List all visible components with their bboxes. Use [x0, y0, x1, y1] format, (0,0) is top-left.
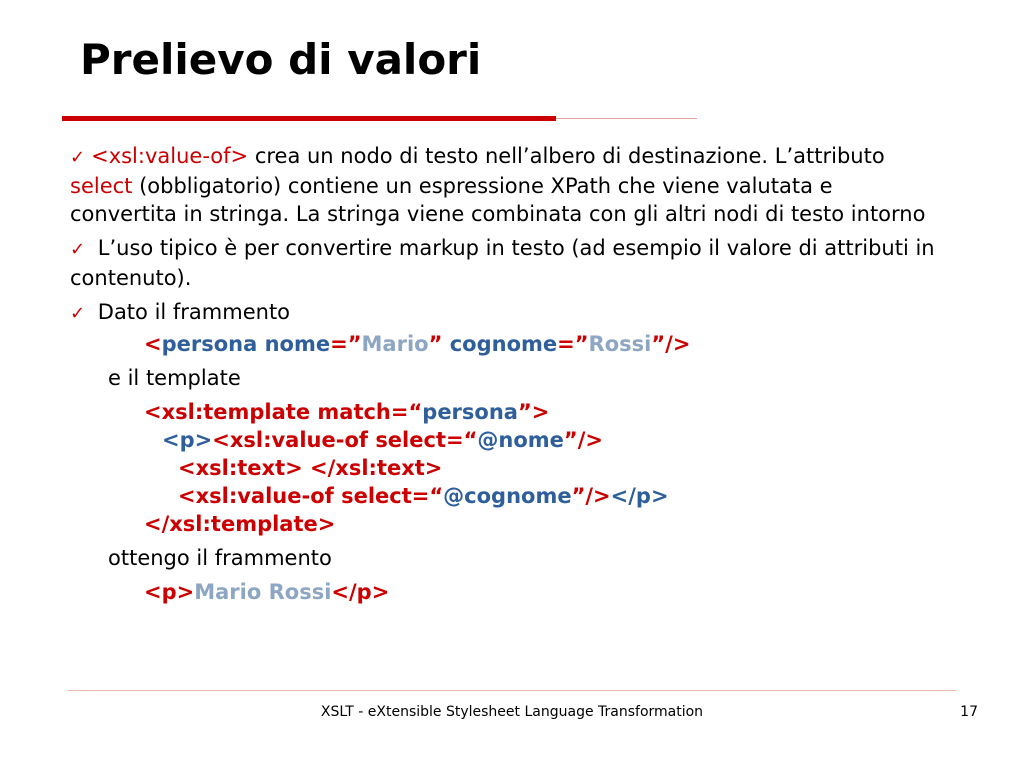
- code-template-line-3: <xsl:text> </xsl:text>: [178, 456, 443, 480]
- code-result: <p>Mario Rossi</p>: [144, 580, 390, 604]
- bullet-value-of: [70, 142, 940, 228]
- obtain-label: ottengo il frammento: [108, 546, 332, 570]
- title-underline-thick: [62, 116, 556, 121]
- checkmark-icon: ✓: [70, 303, 86, 324]
- bullet-text: Dato il frammento: [91, 300, 291, 324]
- slide-title: Prelievo di valori: [80, 35, 482, 84]
- slide-body: [70, 142, 940, 606]
- code-template-line-5: </xsl:template>: [144, 512, 336, 536]
- checkmark-icon: ✓: [70, 147, 86, 168]
- bullet-typical-use: [70, 234, 940, 292]
- checkmark-icon: ✓: [70, 239, 86, 260]
- value-of-tag: <xsl:value-of>: [91, 144, 249, 168]
- bullet-given-fragment: [70, 298, 940, 328]
- page-number: 17: [960, 704, 978, 720]
- and-template-label: e il template: [108, 366, 241, 390]
- code-template-line-2: <p><xsl:value-of select=“@nome”/>: [162, 428, 603, 452]
- bullet-text: (obbligatorio) contiene un espressione XPath che viene valutata e convertita in stringa. La stringa viene combinata con gli altri nodi di testo intorno: [70, 174, 926, 226]
- bullet-text: crea un nodo di testo nell’albero di destinazione. L’attributo: [248, 144, 885, 168]
- code-template-line-1: <xsl:template match=“persona”>: [144, 400, 550, 424]
- select-attribute: select: [70, 174, 133, 198]
- footer-title: XSLT - eXtensible Stylesheet Language Transformation: [320, 704, 704, 720]
- title-underline-thin: [556, 118, 697, 119]
- code-fragment: <persona nome=”Mario” cognome=”Rossi”/>: [144, 332, 691, 356]
- code-template-line-4: <xsl:value-of select=“@cognome”/></p>: [178, 484, 669, 508]
- footer-divider: [68, 690, 956, 691]
- bullet-text: L’uso tipico è per convertire markup in testo (ad esempio il valore di attributi in contenuto).: [70, 236, 935, 290]
